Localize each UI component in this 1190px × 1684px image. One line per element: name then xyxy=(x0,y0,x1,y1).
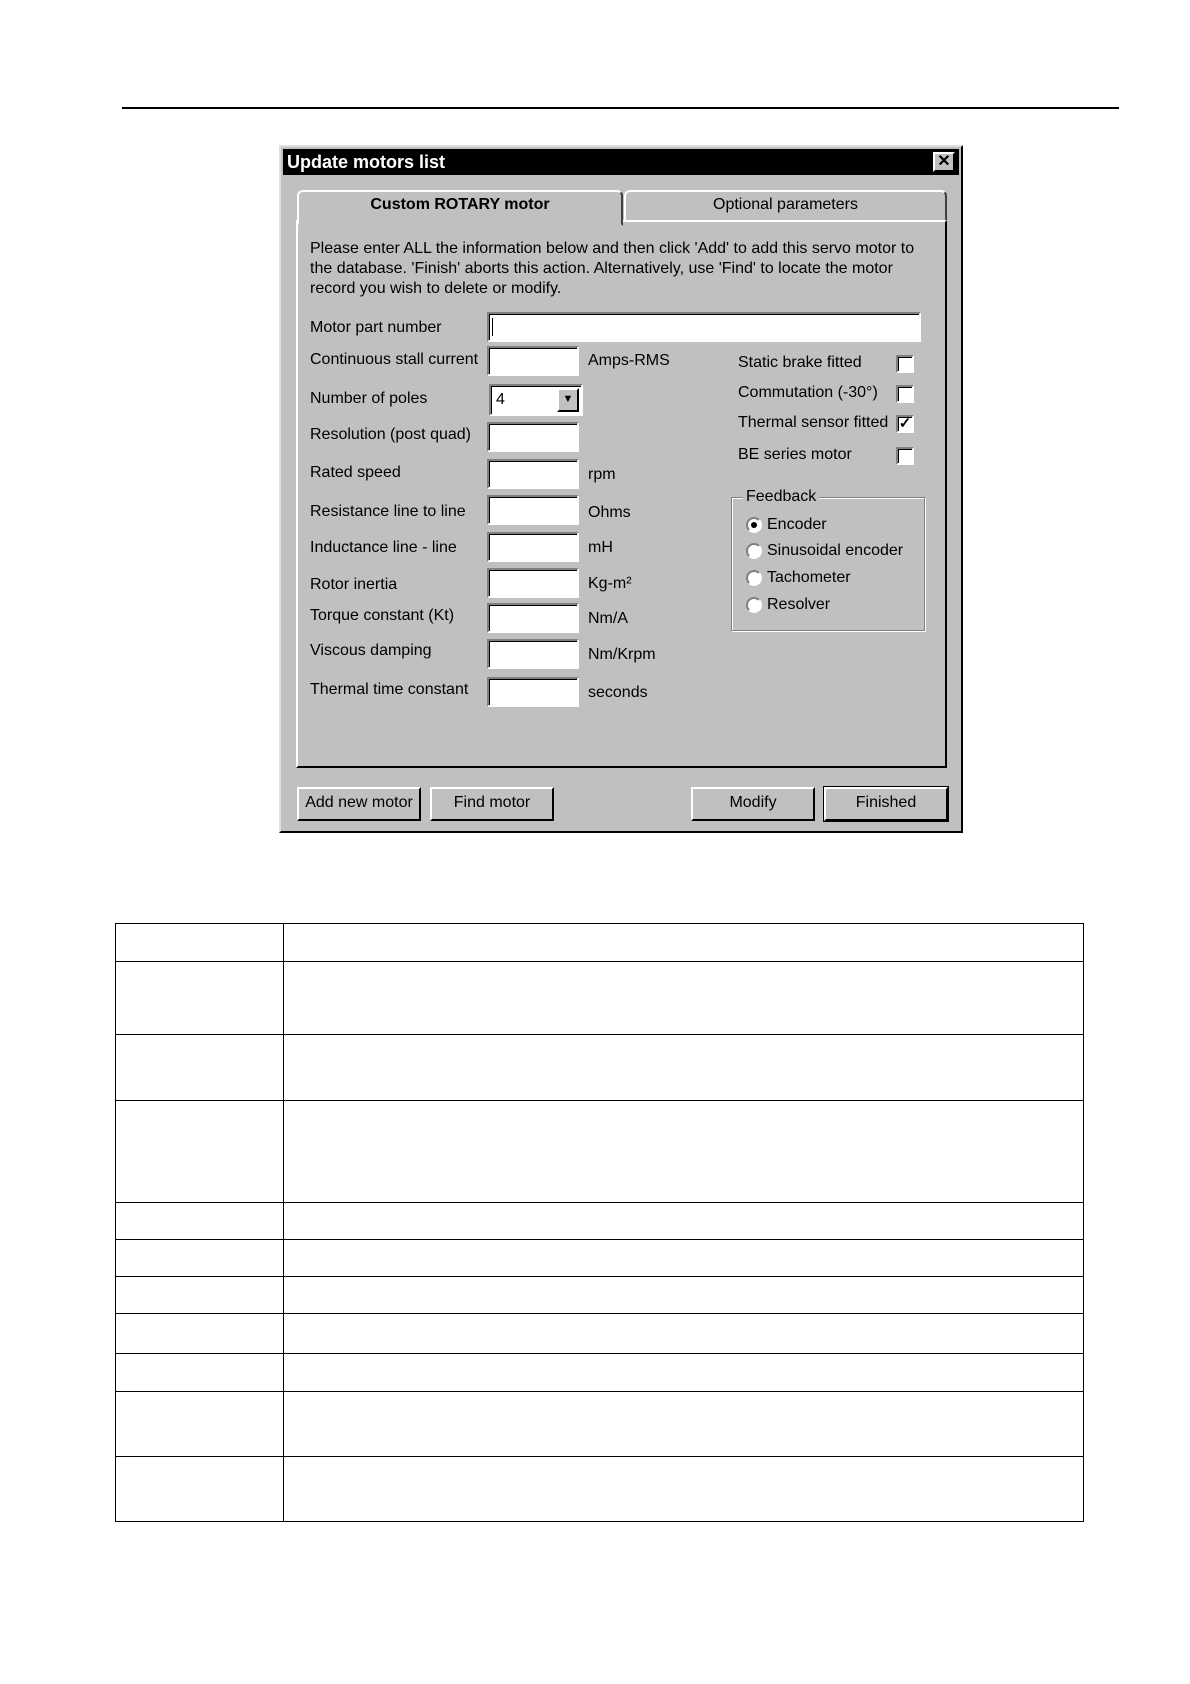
kg-m2-unit: Kg-m² xyxy=(588,575,632,592)
header-rule xyxy=(122,107,1119,109)
rotor-inertia-input[interactable] xyxy=(487,568,579,598)
commutation-label: Commutation (-30°) xyxy=(738,384,878,401)
table-row xyxy=(116,1101,1084,1203)
inductance-label: Inductance line - line xyxy=(310,539,457,556)
encoder-label[interactable]: Encoder xyxy=(767,516,827,533)
rated-speed-label: Rated speed xyxy=(310,464,401,481)
resistance-input[interactable] xyxy=(487,495,579,525)
table-row xyxy=(116,1035,1084,1101)
table-row xyxy=(116,1240,1084,1277)
number-of-poles-label: Number of poles xyxy=(310,390,428,407)
tachometer-radio[interactable] xyxy=(746,570,762,586)
intro-text: Please enter ALL the information below and then click 'Add' to add this servo motor to the database. 'Finish' aborts this action. Alternatively, use 'Find' to locate the motor record you wish to delete or modify. xyxy=(310,240,915,297)
tab-optional-parameters[interactable]: Optional parameters xyxy=(624,190,947,222)
rated-speed-input[interactable] xyxy=(487,459,579,489)
table-row xyxy=(116,1203,1084,1240)
table-row xyxy=(116,1277,1084,1314)
amps-rms-unit: Amps-RMS xyxy=(588,352,670,369)
rpm-unit: rpm xyxy=(588,466,616,483)
close-icon: ✕ xyxy=(937,153,951,170)
tachometer-label[interactable]: Tachometer xyxy=(767,569,851,586)
sinusoidal-encoder-label[interactable]: Sinusoidal encoder xyxy=(767,542,904,559)
number-of-poles-select[interactable] xyxy=(489,384,583,416)
commutation-checkbox[interactable] xyxy=(896,385,914,403)
be-series-checkbox[interactable] xyxy=(896,447,914,465)
table-row xyxy=(116,1457,1084,1522)
text-cursor xyxy=(492,318,493,336)
thermal-sensor-checkbox[interactable] xyxy=(896,415,914,433)
mh-unit: mH xyxy=(588,539,613,556)
torque-constant-label: Torque constant (Kt) xyxy=(310,607,455,624)
resolution-input[interactable] xyxy=(487,422,579,452)
sinusoidal-encoder-radio[interactable] xyxy=(746,543,762,559)
continuous-stall-current-input[interactable] xyxy=(487,346,579,376)
table-row xyxy=(116,962,1084,1035)
static-brake-label: Static brake fitted xyxy=(738,354,862,371)
ohms-unit: Ohms xyxy=(588,504,631,521)
continuous-stall-current-label: Continuous stall current xyxy=(310,351,479,368)
parameter-table xyxy=(115,923,1084,1522)
find-motor-button[interactable]: Find motor xyxy=(430,787,554,821)
resolver-radio[interactable] xyxy=(746,597,762,613)
feedback-group-label: Feedback xyxy=(743,488,819,506)
resolution-label: Resolution (post quad) xyxy=(310,426,471,443)
be-series-label: BE series motor xyxy=(738,446,852,463)
thermal-time-constant-label: Thermal time constant xyxy=(310,681,469,698)
modify-button[interactable]: Modify xyxy=(691,787,815,821)
chevron-down-icon[interactable]: ▼ xyxy=(557,388,579,412)
table-row xyxy=(116,1392,1084,1457)
resistance-label: Resistance line to line xyxy=(310,503,466,520)
dialog-title: Update motors list xyxy=(287,152,446,172)
add-new-motor-button[interactable]: Add new motor xyxy=(297,787,421,821)
table-row xyxy=(116,1314,1084,1354)
encoder-radio[interactable] xyxy=(746,517,762,533)
table-row xyxy=(116,924,1084,962)
torque-constant-input[interactable] xyxy=(487,603,579,633)
resolver-label[interactable]: Resolver xyxy=(767,596,831,613)
tab-custom-rotary-motor[interactable]: Custom ROTARY motor xyxy=(297,190,623,226)
table-row xyxy=(116,1354,1084,1392)
viscous-damping-label: Viscous damping xyxy=(310,642,432,659)
rotor-inertia-label: Rotor inertia xyxy=(310,576,398,593)
close-button[interactable] xyxy=(933,152,955,172)
inductance-input[interactable] xyxy=(487,532,579,562)
title-bar[interactable] xyxy=(283,149,959,175)
check-icon: ✓ xyxy=(898,415,912,432)
number-of-poles-value: 4 xyxy=(496,391,505,408)
motor-part-number-label: Motor part number xyxy=(310,319,442,336)
viscous-damping-input[interactable] xyxy=(487,639,579,669)
motor-part-number-input[interactable] xyxy=(487,312,921,342)
thermal-time-constant-input[interactable] xyxy=(487,677,579,707)
finished-button[interactable]: Finished xyxy=(824,787,948,821)
nm-per-krpm-unit: Nm/Krpm xyxy=(588,646,656,663)
nm-per-a-unit: Nm/A xyxy=(588,610,628,627)
static-brake-checkbox[interactable] xyxy=(896,355,914,373)
seconds-unit: seconds xyxy=(588,684,648,701)
thermal-sensor-label: Thermal sensor fitted xyxy=(738,414,889,431)
